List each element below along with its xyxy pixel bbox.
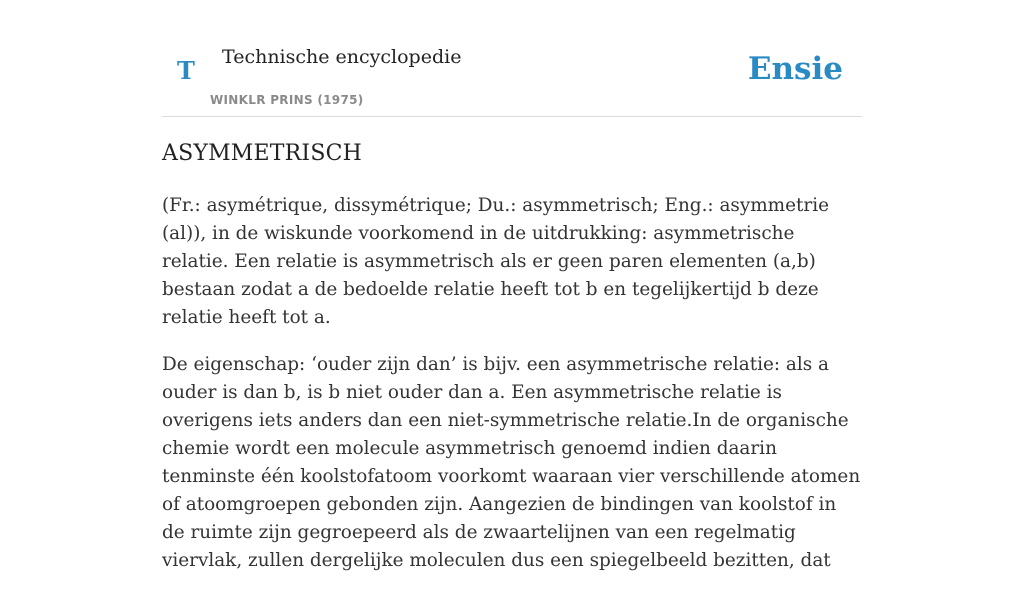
brand-logo[interactable]: Ensie	[747, 51, 843, 87]
source-title[interactable]: Technische encyclopedie	[222, 46, 462, 68]
source-subtitle[interactable]: WINKLR PRINS (1975)	[210, 93, 364, 107]
source-logo-icon[interactable]: T	[177, 56, 195, 85]
entry-body	[162, 192, 862, 594]
entry-paragraph-2: De eigenschap: ‘ouder zijn dan’ is bijv. een asymmetrische relatie: als a ouder is dan b, is b niet ouder dan a. Een asymmetrische relatie is overigens iets anders dan een niet-symmetrische relatie.In de organische chemie wordt een molecule asymmetrisch genoemd indien daarin tenminste één koolstofatoom voorkomt waaraan vier verschillende atomen of atoomgroepen gebonden zijn. Aangezien de bindingen van koolstof in de ruimte zijn gegroepeerd als de zwaartelijnen van een regelmatig viervlak, zullen dergelijke moleculen dus een spiegelbeeld bezitten, dat	[162, 354, 861, 571]
entry-paragraph-1: (Fr.: asymétrique, dissymétrique; Du.: asymmetrisch; Eng.: asymmetrie (al)), in de wiskunde voorkomend in de uitdrukking: asymmetrische relatie. Een relatie is asymmetrisch als er geen paren elementen (a,b) bestaan zodat a de bedoelde relatie heeft tot b en tegelijkertijd b deze relatie heeft tot a.	[162, 195, 829, 328]
header	[162, 30, 862, 117]
entry-title: ASYMMETRISCH	[162, 141, 363, 166]
